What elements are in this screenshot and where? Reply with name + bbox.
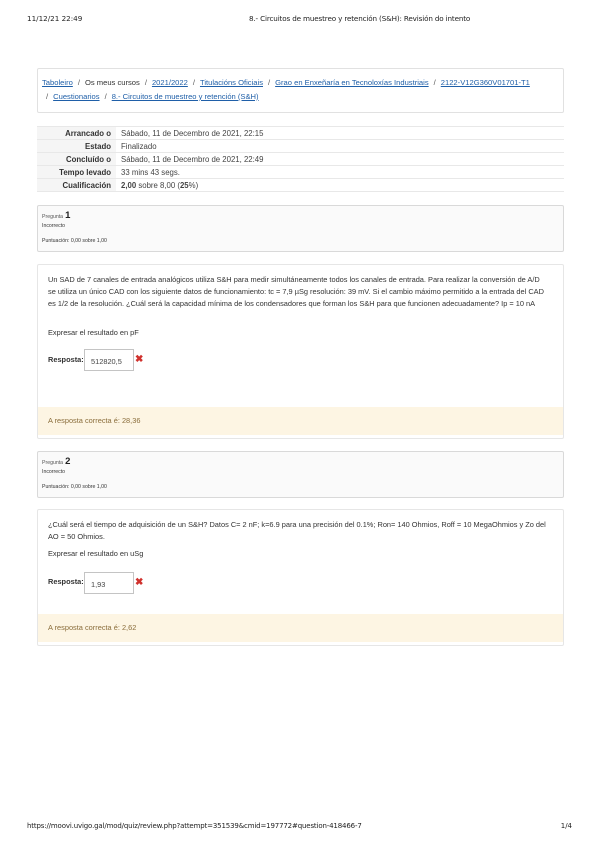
incorrect-icon: ✖ (135, 577, 144, 588)
breadcrumb-separator: / (192, 78, 195, 87)
summary-key: Tempo levado (37, 166, 116, 179)
summary-value: 33 mins 43 segs. (116, 166, 564, 179)
summary-row (37, 127, 564, 140)
breadcrumb-link-course[interactable]: 2122-V12G360V01701-T1 (440, 78, 530, 87)
print-header (27, 14, 572, 24)
question-info-2 (37, 451, 564, 498)
question-points: Puntuación: 0,00 sobre 1,00 (42, 238, 107, 244)
answer-label: Resposta: (48, 577, 84, 586)
summary-row (37, 179, 564, 192)
print-page-number: 1/4 (560, 822, 572, 830)
attempt-summary-table (37, 126, 564, 192)
grade-percent-sign: %) (188, 180, 199, 190)
summary-value: Finalizado (116, 140, 564, 153)
grade-percent: 25 (179, 180, 189, 190)
grade-score: 2,00 (121, 180, 137, 190)
correct-answer-text: A resposta correcta é: 28,36 (48, 416, 141, 425)
breadcrumb-link-taboleiro[interactable]: Taboleiro (42, 78, 73, 87)
question-number: Pregunta 1 (42, 210, 71, 221)
breadcrumb-separator: / (104, 92, 107, 101)
question-info-1 (37, 205, 564, 252)
summary-row (37, 153, 564, 166)
feedback-box (38, 407, 563, 435)
grade-value (116, 179, 564, 192)
question-unit: Expresar el resultado en uSg (48, 549, 144, 558)
print-date: 11/12/21 22:49 (27, 14, 83, 23)
question-points: Puntuación: 0,00 sobre 1,00 (42, 484, 107, 490)
summary-value: Sábado, 11 de Decembro de 2021, 22:15 (116, 127, 564, 140)
question-state: Incorrecto (42, 469, 66, 475)
question-number: Pregunta 2 (42, 456, 71, 467)
breadcrumb-link-titulacions[interactable]: Titulacións Oficiais (199, 78, 263, 87)
question-state: Incorrecto (42, 223, 66, 229)
summary-key: Cualificación (37, 179, 116, 192)
summary-row (37, 166, 564, 179)
question-text: Un SAD de 7 canales de entrada analógicos utiliza S&H para medir simultáneamente todos los canales de entrada. Para realizar la conversión de A/D se utiliza un único CAD con los siguiente datos de funcionamiento: tc = 7,9 µSg resolución: 39 mV. Si el cambio máximo permitido a la entrada del CAD es 1/2 de la resolución. ¿Cuál será la capacidad mínima de los condensadores que forman los S&H para que funcionen adecuadamente? Ip = 10 nA (48, 275, 544, 309)
breadcrumb-separator: / (268, 78, 271, 87)
answer-input[interactable]: 1,93 (84, 572, 134, 594)
grade-max: sobre 8,00 ( (136, 180, 180, 190)
breadcrumb-separator: / (46, 92, 49, 101)
question-unit: Expresar el resultado en pF (48, 328, 139, 337)
print-title: 8.- Circuitos de muestreo y retención (S&H): Revisión do intento (249, 14, 471, 23)
breadcrumb-link-quizzes[interactable]: Cuestionarios (53, 92, 100, 101)
summary-key: Arrancado o (37, 127, 116, 140)
breadcrumb-link-degree[interactable]: Grao en Enxeñaría en Tecnoloxías Industriais (275, 78, 429, 87)
question-content-2 (37, 509, 564, 646)
breadcrumb-link-quiz[interactable]: 8.- Circuitos de muestreo y retención (S&H) (111, 92, 259, 101)
breadcrumb-separator: / (433, 78, 436, 87)
breadcrumb-item-my-courses: Os meus cursos (84, 78, 140, 87)
summary-key: Estado (37, 140, 116, 153)
breadcrumb (37, 68, 564, 113)
summary-value: Sábado, 11 de Decembro de 2021, 22:49 (116, 153, 564, 166)
correct-answer-text: A resposta correcta é: 2,62 (48, 623, 137, 632)
breadcrumb-separator: / (77, 78, 80, 87)
summary-key: Concluído o (37, 153, 116, 166)
breadcrumb-link-year[interactable]: 2021/2022 (151, 78, 188, 87)
incorrect-icon: ✖ (135, 354, 144, 365)
question-content-1 (37, 264, 564, 439)
question-text: ¿Cuál será el tiempo de adquisición de un S&H? Datos C= 2 nF; k=6.9 para una precisión del 0.1%; Ron= 140 Ohmios, Roff = 10 MegaOhmios y Zo del AO = 50 Ohmios. (48, 520, 546, 542)
summary-row (37, 140, 564, 153)
answer-input[interactable]: 512820,5 (84, 349, 134, 371)
breadcrumb-separator: / (144, 78, 147, 87)
print-footer (27, 822, 572, 832)
print-url: https://moovi.uvigo.gal/mod/quiz/review.php?attempt=351539&cmid=197772#question-418466-7 (27, 822, 362, 830)
feedback-box (38, 614, 563, 642)
answer-label: Resposta: (48, 355, 84, 364)
